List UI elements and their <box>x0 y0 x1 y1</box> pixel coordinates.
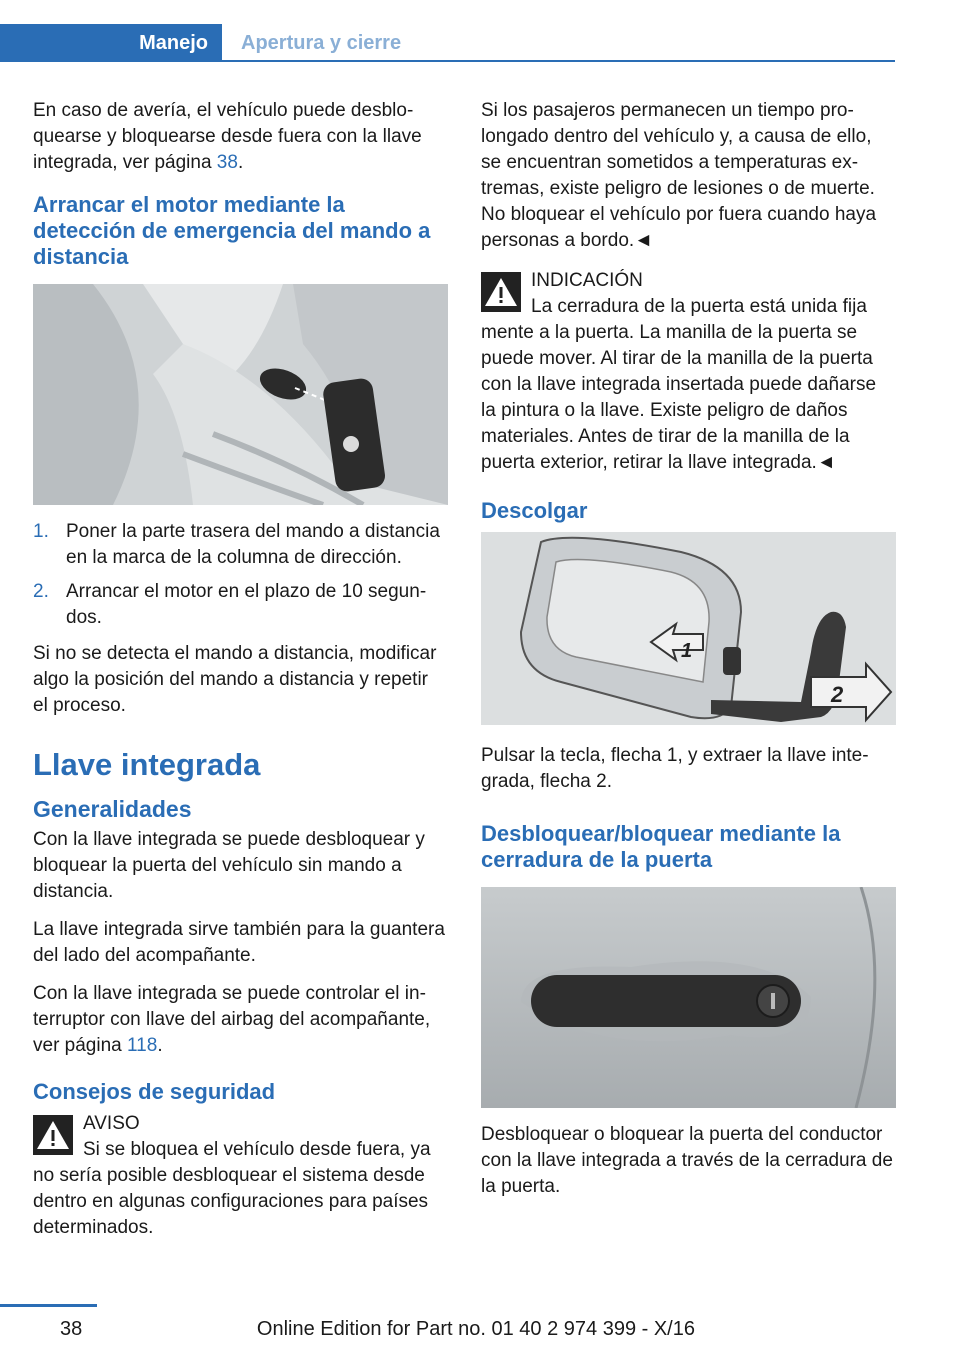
generalidades-p2: La llave integrada sirve también para la guantera del lado del acompañante. <box>33 919 445 966</box>
header-tabbar <box>0 24 895 62</box>
warning-continuation: Si los pasajeros permanecen un tiempo prolongado dentro del vehículo y, a causa de ello, se encuentran sometidos a temperaturas extremas, existe peligro de lesiones o de muerte. No bloquear el vehículo por fuera cuando haya personas a bordo.◄ <box>481 100 877 251</box>
left-column <box>33 98 448 1253</box>
note-indicacion <box>481 268 896 476</box>
page-link-118[interactable]: 118 <box>127 1035 158 1056</box>
warning-aviso <box>33 1111 448 1241</box>
page-link-38[interactable]: 38 <box>216 152 238 173</box>
steering-column-illustration <box>33 284 448 505</box>
key-removal-illustration <box>481 532 896 725</box>
door-handle-illustration <box>481 887 896 1108</box>
heading-door-lock: Desbloquear/bloquear mediante la cerradura de la puerta <box>481 821 841 872</box>
warning-triangle-icon <box>33 1115 73 1155</box>
descolgar-text: Pulsar la tecla, flecha 1, y extraer la llave integrada, flecha 2. <box>481 745 869 792</box>
list-item: 1. Poner la parte trasera del mando a distancia en la marca de la columna de dirección. <box>33 521 440 568</box>
heading-descolgar: Descolgar <box>481 498 588 523</box>
section-title: Llave integrada <box>33 747 261 782</box>
note-body: mente a la puerta. La manilla de la puerta se puede mover. Al tirar de la manilla de la puerta con la llave integrada insertada puede dañarse la pintura o la llave. Existe peligro de daños materiales. Antes de tirar de la manilla de la puerta exterior, retirar la llave integrada.◄ <box>481 322 877 473</box>
warning-body: no sería posible desbloquear el sistema desde dentro en algunas configuraciones para países determinados. <box>33 1165 429 1238</box>
tab-manejo[interactable]: Manejo <box>0 24 222 62</box>
figure-steering-column <box>33 284 448 505</box>
list-item: 2. Arrancar el motor en el plazo de 10 segundos. <box>33 581 427 628</box>
heading-emergency-start: Arrancar el motor mediante la detección de emergencia del mando a distancia <box>33 192 431 269</box>
page-number: 38 <box>60 1318 83 1340</box>
generalidades-p1: Con la llave integrada se puede desbloquear y bloquear la puerta del vehículo sin mando a distancia. <box>33 829 425 902</box>
retry-paragraph: Si no se detecta el mando a distancia, modificar algo la posición del mando a distancia y repetir el proceso. <box>33 643 437 716</box>
warning-first-line: Si se bloquea el vehículo desde fuera, ya <box>83 1139 431 1160</box>
figure-door-handle <box>481 887 896 1108</box>
footer-rule <box>0 1304 97 1307</box>
note-title: INDICACIÓN <box>531 270 643 291</box>
edition-footer: Online Edition for Part no. 01 40 2 974 399 - X/16 <box>256 1318 695 1340</box>
start-steps-list <box>33 519 448 631</box>
arrow-label-1: 1 <box>681 640 693 662</box>
intro-paragraph: En caso de avería, el vehículo puede desbloquearse y bloquearse desde fuera con la llave integrada, ver página 38. <box>33 100 422 173</box>
heading-safety: Consejos de seguridad <box>33 1079 276 1104</box>
generalidades-p3: Con la llave integrada se puede controlar el interruptor con llave del airbag del acompañante, ver página 118. <box>33 983 431 1056</box>
arrow-label-2: 2 <box>831 682 844 707</box>
figure-key-removal <box>481 532 896 725</box>
note-first-line: La cerradura de la puerta está unida fija <box>531 296 867 317</box>
tab-apertura-y-cierre[interactable]: Apertura y cierre <box>241 31 402 54</box>
heading-generalidades: Generalidades <box>33 796 192 822</box>
warning-title: AVISO <box>83 1113 140 1134</box>
right-column <box>481 98 896 1212</box>
warning-triangle-icon <box>481 272 521 312</box>
door-lock-text: Desbloquear o bloquear la puerta del conductor con la llave integrada a través de la cerradura de la puerta. <box>481 1124 893 1197</box>
header-rule <box>0 60 895 62</box>
